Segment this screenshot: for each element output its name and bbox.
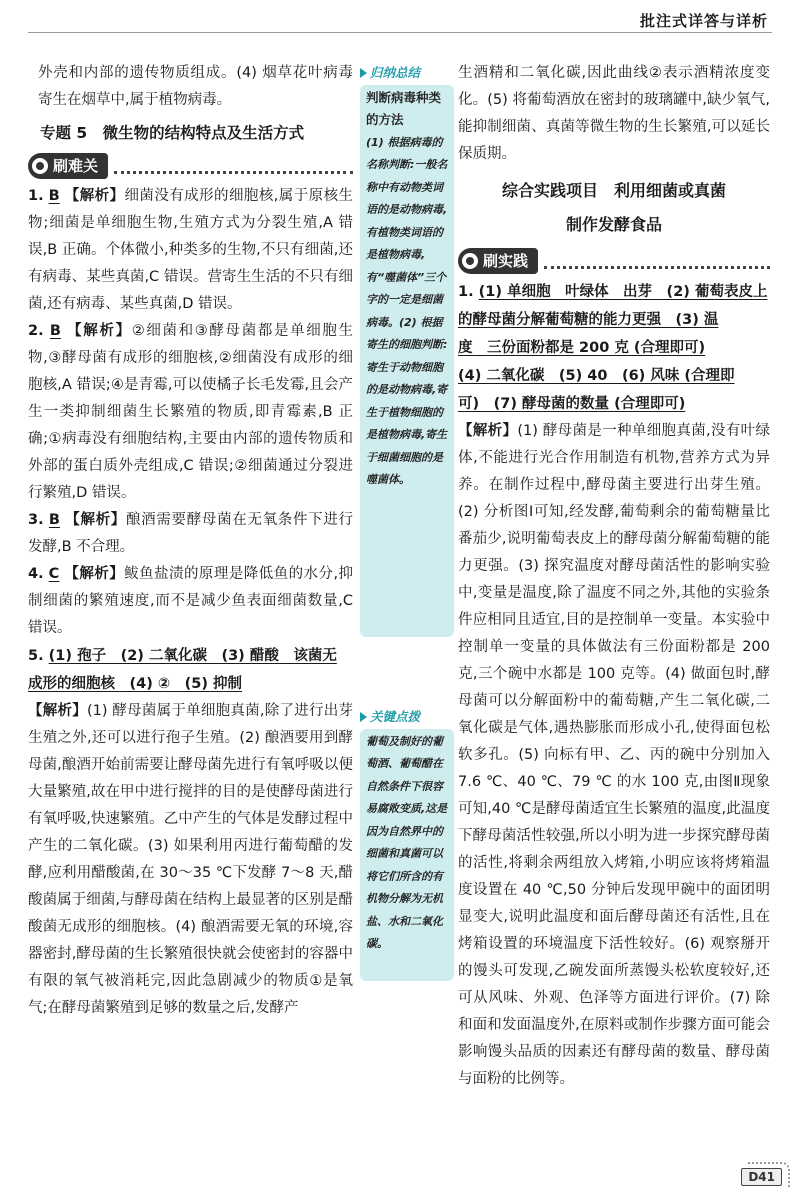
sidebar-keypoint-head (360, 706, 454, 729)
section-header-practice (458, 246, 770, 276)
section-badge-label: 刷实践 (483, 251, 529, 270)
question-3 (28, 507, 353, 561)
analysis-tag: 【解析】 (64, 566, 125, 582)
analysis-text: (1) 酵母菌属于单细胞真菌,除了进行出芽生殖之外,还可以进行孢子生殖。(2) 酿酒要用到酵母菌,酿酒开始前需要让酵母菌先进行有氧呼吸以便大量繁殖,故在甲中进行搅拌的目的是使酵母菌进行有氧呼吸,快速繁殖。乙中产生的气体是发酵过程中产生的二氧化碳。(3) 如果利用丙进行葡萄醋的发酵,应利用醋酸菌,在 30～35 ℃下发酵 7～8 天,醋酸菌属于细菌,与酵母菌在结构上最显著的区别是醋酸菌无成形的细胞核。(4) 酿酒需要无氧的环境,容器密封,酵母菌的生长繁殖很快就会使密封的容器中有限的氧气被消耗完,因此急剧减少的物质①是氧气;在酵母菌繁殖到足够的数量之后,发酵产 (28, 703, 353, 1016)
right-intro: 生酒精和二氧化碳,因此曲线②表示酒精浓度变化。(5) 将葡萄酒放在密封的玻璃罐中,缺少氧气,能抑制细菌、真菌等微生物的生长繁殖,可以延长保质期。 (458, 65, 770, 162)
question-number: 4. (28, 566, 44, 582)
analysis-tag: 【解析】 (64, 188, 125, 204)
dotted-divider (544, 254, 770, 269)
section-header-hard (28, 151, 353, 181)
analysis-text: (1) 酵母菌是一种单细胞真菌,没有叶绿体,不能进行光合作用制造有机物,营养方式为异养。在制作过程中,酵母菌主要进行出芽生殖。(2) 分析图Ⅰ可知,经发酵,葡萄剩余的葡萄糖量比番茄少,说明葡萄表皮上的酵母菌分解葡萄糖的能力更强。(3) 探究温度对酵母菌活性的影响实验中,变量是温度,除了温度不同之外,其他的实验条件应相同且适宜,目的是控制单一变量。本实验中控制单一变量的具体做法有三份面粉都是 200 克,三个碗中水都是 100 克等。(4) 做面包时,酵母菌可以分解面粉中的葡萄糖,产生二氧化碳,二氧化碳是气体,遇热膨胀而形成小孔,使得面包松软多孔。(5) 向标有甲、乙、丙的碗中分别加入 7.6 ℃、40 ℃、79 ℃ 的水 100 克,由图Ⅱ现象可知,40 ℃是酵母菌适宜生长繁殖的温度,此温度下酵母菌活性较强,所以小明为进一步探究酵母菌的活性,将剩余两组放入烤箱,小明应该将烤箱温度设置在 40 ℃,50 分钟后发现甲碗中的面团明显变大,说明此温度和面后酵母菌还有活性,且在烤箱设置的环境温度下活性较好。(6) 观察掰开的馒头可发现,乙碗发面所蒸馒头松软度较好,还可从风味、外观、色泽等方面进行评价。(7) 除和面和发面温度外,在原料或制作步骤方面可能会影响馒头品质的因素还有酵母菌的数量、酵母菌与面粉的比例等。 (458, 423, 771, 1087)
answer-letter: C (48, 566, 60, 582)
section-badge-label: 刷难关 (53, 156, 99, 175)
analysis-tag: 【解析】 (65, 512, 126, 528)
sidebar-summary-head (360, 62, 454, 85)
question-1 (28, 183, 353, 318)
question-5-analysis (28, 698, 353, 1022)
answer-line: (1) 孢子 (2) 二氧化碳 (3) 醋酸 该菌无 (48, 648, 337, 664)
question-4 (28, 561, 353, 642)
left-column (28, 60, 353, 1022)
question-number: 3. (28, 512, 44, 528)
sidebar-keypoint-title: 关键点拨 (370, 709, 421, 724)
page-number: D41 (741, 1168, 782, 1186)
sidebar-summary-text: (1) 根据病毒的名称判断:一般名称中有动物类词语的是动物病毒,有植物类词语的是植物病毒,有“噬菌体”三个字的一定是细菌病毒。(2) 根据寄生的细胞判断:寄生于动物细胞的是动物病毒,寄生于植物细胞的是植物病毒,寄生于细菌细胞的是噬菌体。 (366, 135, 448, 486)
answer-line: 可) (7) 酵母菌的数量 (合理即可) (458, 396, 686, 412)
sidebar-summary-title: 归纳总结 (370, 65, 421, 80)
topic-title: 专题 5 微生物的结构特点及生活方式 (40, 124, 305, 142)
sidebar-summary-subtitle: 判断病毒种类的方法 (366, 89, 442, 127)
project-title-line2: 制作发酵食品 (565, 215, 662, 234)
sidebar-keypoint-box (360, 729, 454, 981)
sidebar-keypoint (360, 706, 454, 981)
answer-letter: B (48, 512, 60, 528)
question-2 (28, 318, 353, 507)
section-badge (458, 248, 538, 274)
question-number: 5. (28, 648, 44, 664)
left-intro: 外壳和内部的遗传物质组成。(4) 烟草花叶病毒寄生在烟草中,属于植物病毒。 (38, 65, 353, 108)
question-5-answer (28, 642, 353, 698)
practice-question-1-analysis (458, 418, 770, 1093)
header-rule (28, 32, 772, 33)
answer-line: (1) 单细胞 叶绿体 出芽 (2) 葡萄表皮上 (478, 284, 768, 300)
analysis-text: ②细菌和③酵母菌都是单细胞生物,③酵母菌有成形的细胞核,②细菌没有成形的细胞核,A 错误;④是青霉,可以使橘子长毛发霉,且会产生一类抑制细菌生长繁殖的物质,即青霉素,B 正确;①病毒没有细胞结构,主要由内部的遗传物质和外部的蛋白质外壳组成,C 错误;②细菌通过分裂进行繁殖,D 错误。 (28, 323, 354, 501)
analysis-text: 鲅鱼盐渍的原理是降低鱼的水分,抑制细菌的繁殖速度,而不是减少鱼表面细菌数量,C 错误。 (28, 566, 354, 636)
page-header-title: 批注式详答与详析 (639, 12, 768, 30)
analysis-tag: 【解析】 (28, 703, 87, 719)
magnifier-icon (32, 158, 48, 174)
answer-letter: B (49, 323, 61, 339)
analysis-text: 酿酒需要酵母菌在无氧条件下进行发酵,B 不合理。 (28, 512, 354, 555)
section-badge (28, 153, 108, 179)
answer-line: (4) 二氧化碳 (5) 40 (6) 风味 (合理即 (458, 368, 735, 384)
question-number: 2. (28, 323, 44, 339)
analysis-tag: 【解析】 (67, 323, 132, 339)
answer-line: 的酵母菌分解葡萄糖的能力更强 (3) 温 (458, 312, 719, 328)
right-column (458, 60, 770, 1093)
arrow-icon (360, 68, 367, 78)
question-number: 1. (28, 188, 44, 204)
sidebar-summary-box (360, 85, 454, 637)
question-number: 1. (458, 284, 474, 300)
practice-question-1-answer (458, 278, 770, 418)
arrow-icon (360, 712, 367, 722)
analysis-text: 细菌没有成形的细胞核,属于原核生物;细菌是单细胞生物,生殖方式为分裂生殖,A 错误,B 正确。个体微小,种类多的生物,不只有细菌,还有病毒、某些真菌,C 错误。营寄生生活的不只有细菌,还有病毒、某些真菌,D 错误。 (28, 188, 354, 312)
project-title-line1: 综合实践项目 利用细菌或真菌 (501, 181, 726, 200)
sidebar-summary (360, 62, 454, 637)
magnifier-icon (462, 253, 478, 269)
answer-line: 度 三份面粉都是 200 克 (合理即可) (458, 340, 706, 356)
dotted-divider (114, 159, 353, 174)
sidebar-keypoint-text: 葡萄及制好的葡萄酒、葡萄醋在自然条件下很容易腐败变质,这是因为自然界中的细菌和真菌可以将它们所含的有机物分解为无机盐、水和二氧化碳。 (366, 734, 448, 950)
answer-line: 成形的细胞核 (4) ② (5) 抑制 (28, 676, 243, 692)
answer-letter: B (48, 188, 60, 204)
analysis-tag: 【解析】 (458, 423, 518, 439)
